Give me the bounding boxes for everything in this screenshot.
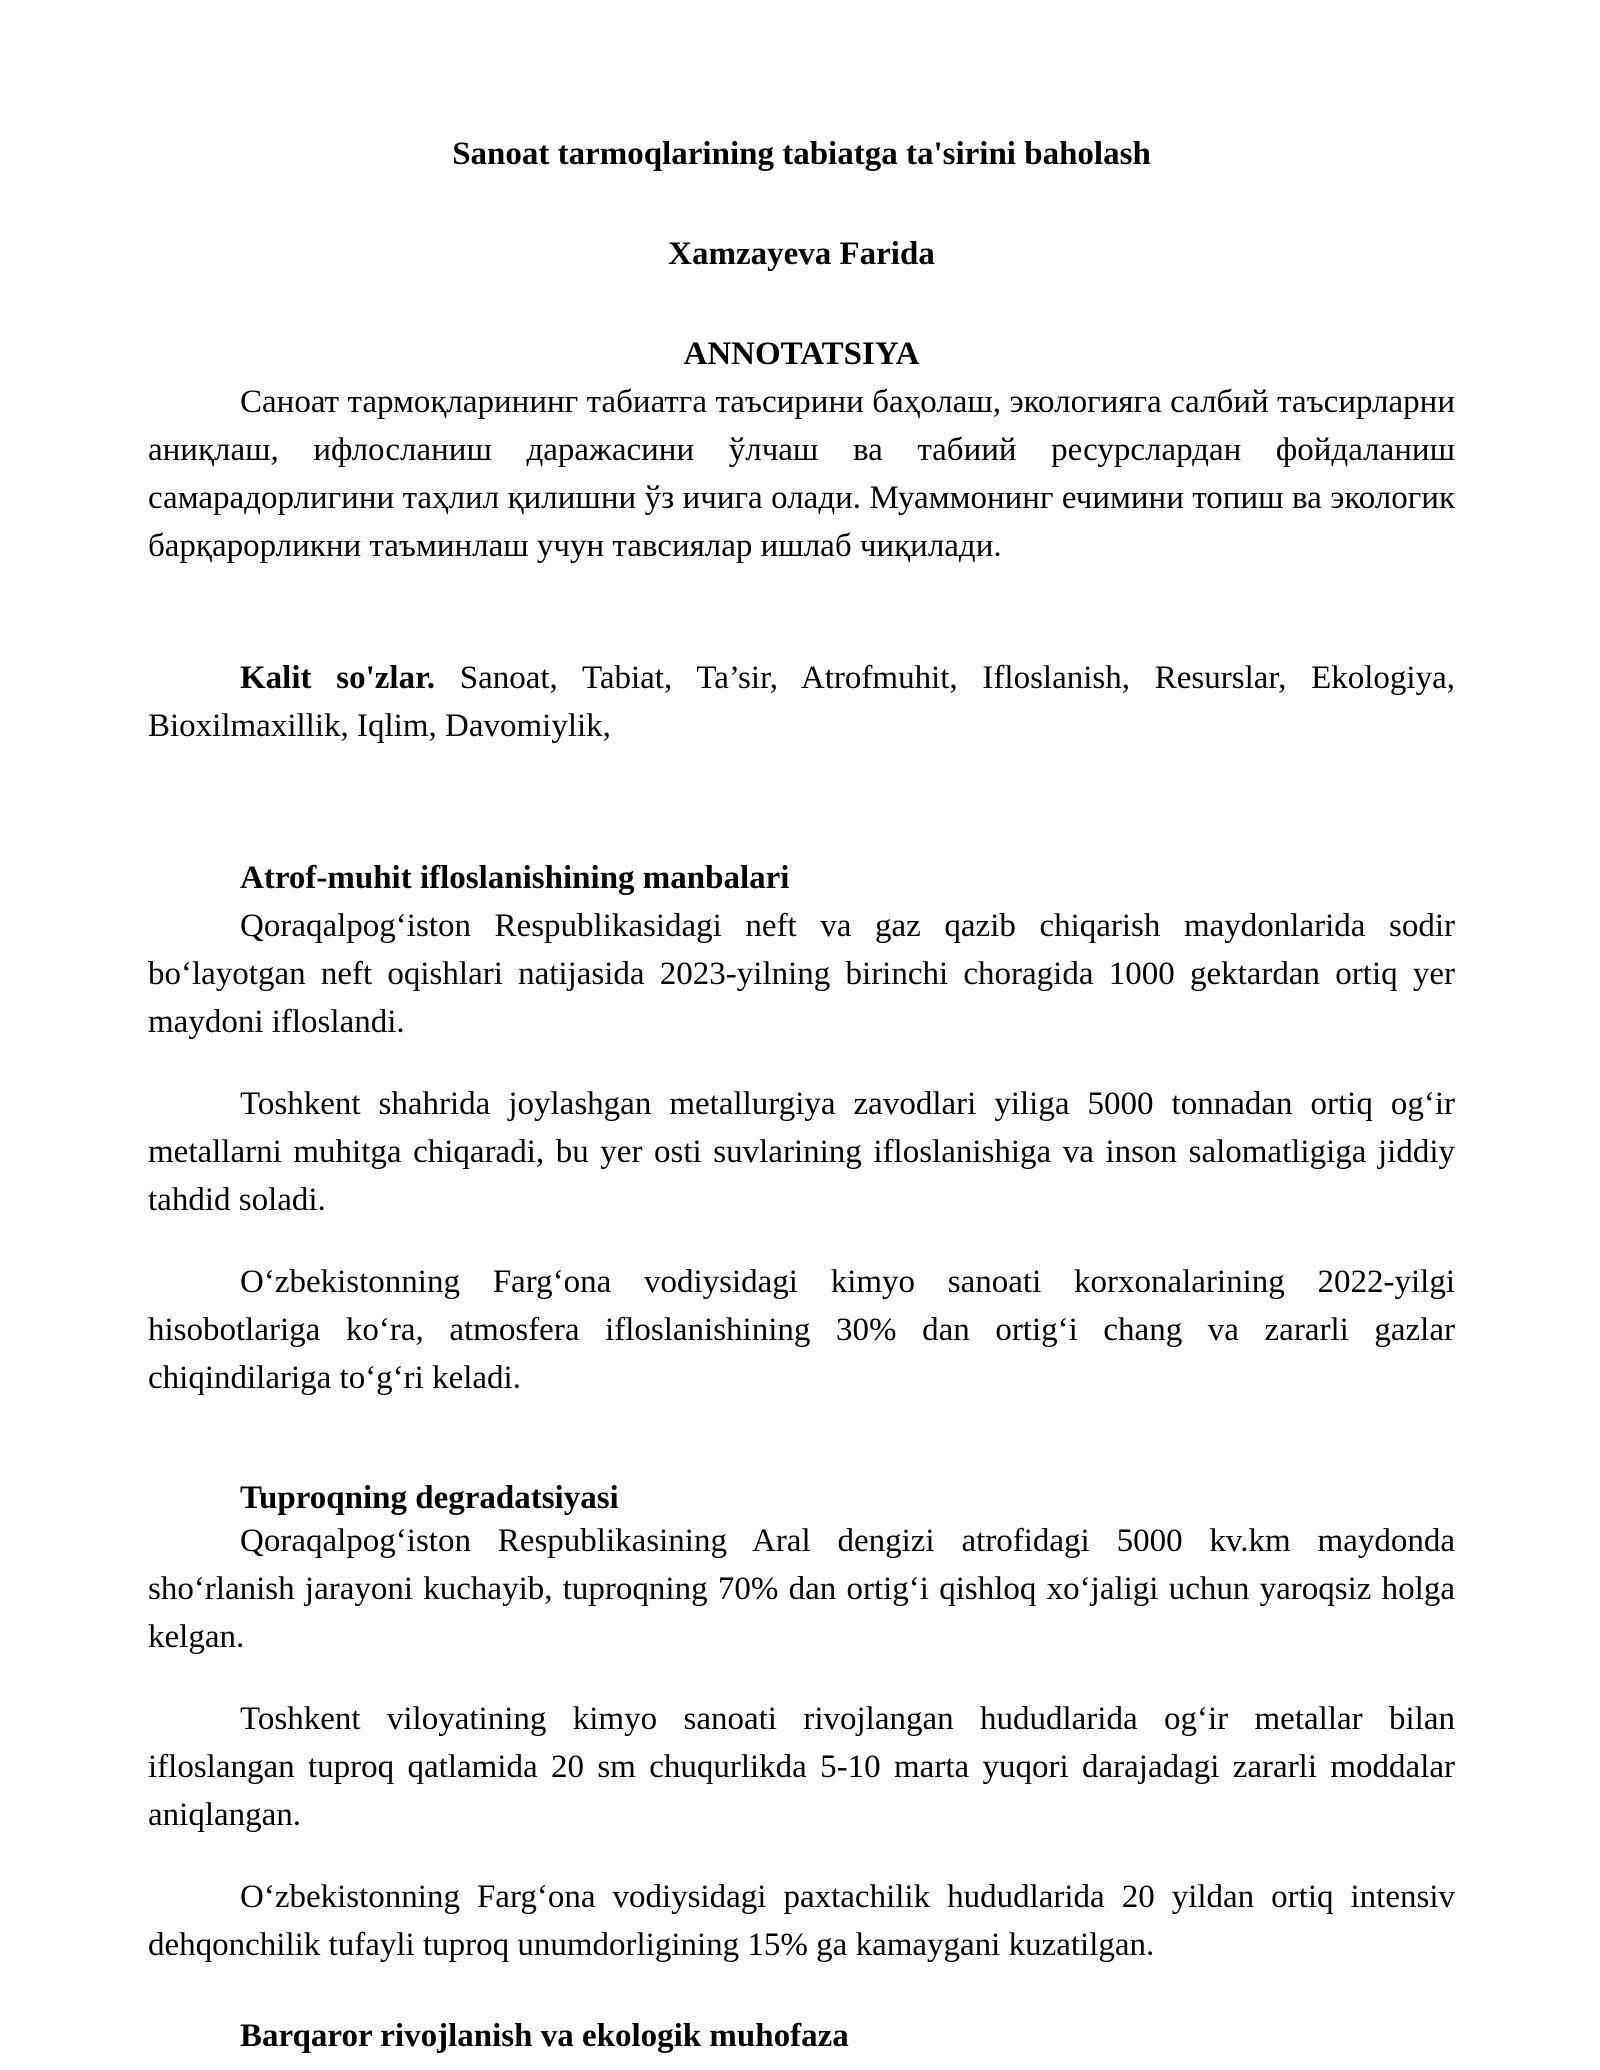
keywords-text: Sanoat, Tabiat, Ta’sir, Atrofmuhit, Ifloslanish, Resurslar, Ekologiya, Bioxilmaxillik, Iqlim, Davomiylik, — [148, 660, 1455, 744]
document-title: Sanoat tarmoqlarining tabiatga ta'sirini baholash — [452, 136, 1151, 172]
section-heading-soil-degradation: Tuproqning degradatsiyasi — [240, 1480, 619, 1516]
section-2-paragraph-3: Oʻzbekistonning Fargʻona vodiysidagi paxtachilik hududlarida 20 yildan ortiq intensiv dehqonchilik tufayli tuproq unumdorligining 15% ga kamaygani kuzatilgan. — [148, 1879, 1455, 1963]
section-1-paragraph-2: Toshkent shahrida joylashgan metallurgiya zavodlari yiliga 5000 tonnadan ortiq ogʻir metallarni muhitga chiqaradi, bu yer osti suvlarining ifloslanishiga va inson salomatligiga jiddiy tahdid soladi. — [148, 1086, 1455, 1218]
section-1-paragraph-1: Qoraqalpogʻiston Respublikasidagi neft va gaz qazib chiqarish maydonlarida sodir boʻlayotgan neft oqishlari natijasida 2023-yilning birinchi choragida 1000 gektardan ortiq yer maydoni ifloslandi. — [148, 908, 1455, 1040]
section-2-paragraph-2: Toshkent viloyatining kimyo sanoati rivojlangan hududlarida ogʻir metallar bilan ifloslangan tuproq qatlamida 20 sm chuqurlikda 5-10 marta yuqori darajadagi zararli moddalar aniqlangan. — [148, 1701, 1455, 1833]
section-heading-pollution-sources: Atrof-muhit ifloslanishining manbalari — [240, 860, 790, 896]
annotation-heading: ANNOTATSIYA — [683, 336, 920, 372]
keywords-label: Kalit so'zlar. — [240, 660, 435, 696]
section-heading-sustainable-development: Barqaror rivojlanish va ekologik muhofaza — [240, 2018, 849, 2054]
annotation-text: Саноат тармоқларининг табиатга таъсирини баҳолаш, экологияга салбий таъсирларни аниқлаш, ифлосланиш даражасини ўлчаш ва табиий ресурслардан фойдаланиш самарадорлигини таҳлил қилишни ўз ичига олади. Муаммонинг ечимини топиш ва экологик барқарорликни таъминлаш учун тавсиялар ишлаб чиқилади. — [148, 384, 1455, 564]
author-name: Xamzayeva Farida — [668, 236, 935, 272]
section-1-paragraph-3: Oʻzbekistonning Fargʻona vodiysidagi kimyo sanoati korxonalarining 2022-yilgi hisobotlariga koʻra, atmosfera ifloslanishining 30% dan ortigʻi chang va zararli gazlar chiqindilariga toʻgʻri keladi. — [148, 1264, 1455, 1396]
section-2-paragraph-1: Qoraqalpogʻiston Respublikasining Aral dengizi atrofidagi 5000 kv.km maydonda shoʻrlanish jarayoni kuchayib, tuproqning 70% dan ortigʻi qishloq xoʻjaligi uchun yaroqsiz holga kelgan. — [148, 1523, 1455, 1655]
keywords-paragraph — [148, 654, 1455, 750]
